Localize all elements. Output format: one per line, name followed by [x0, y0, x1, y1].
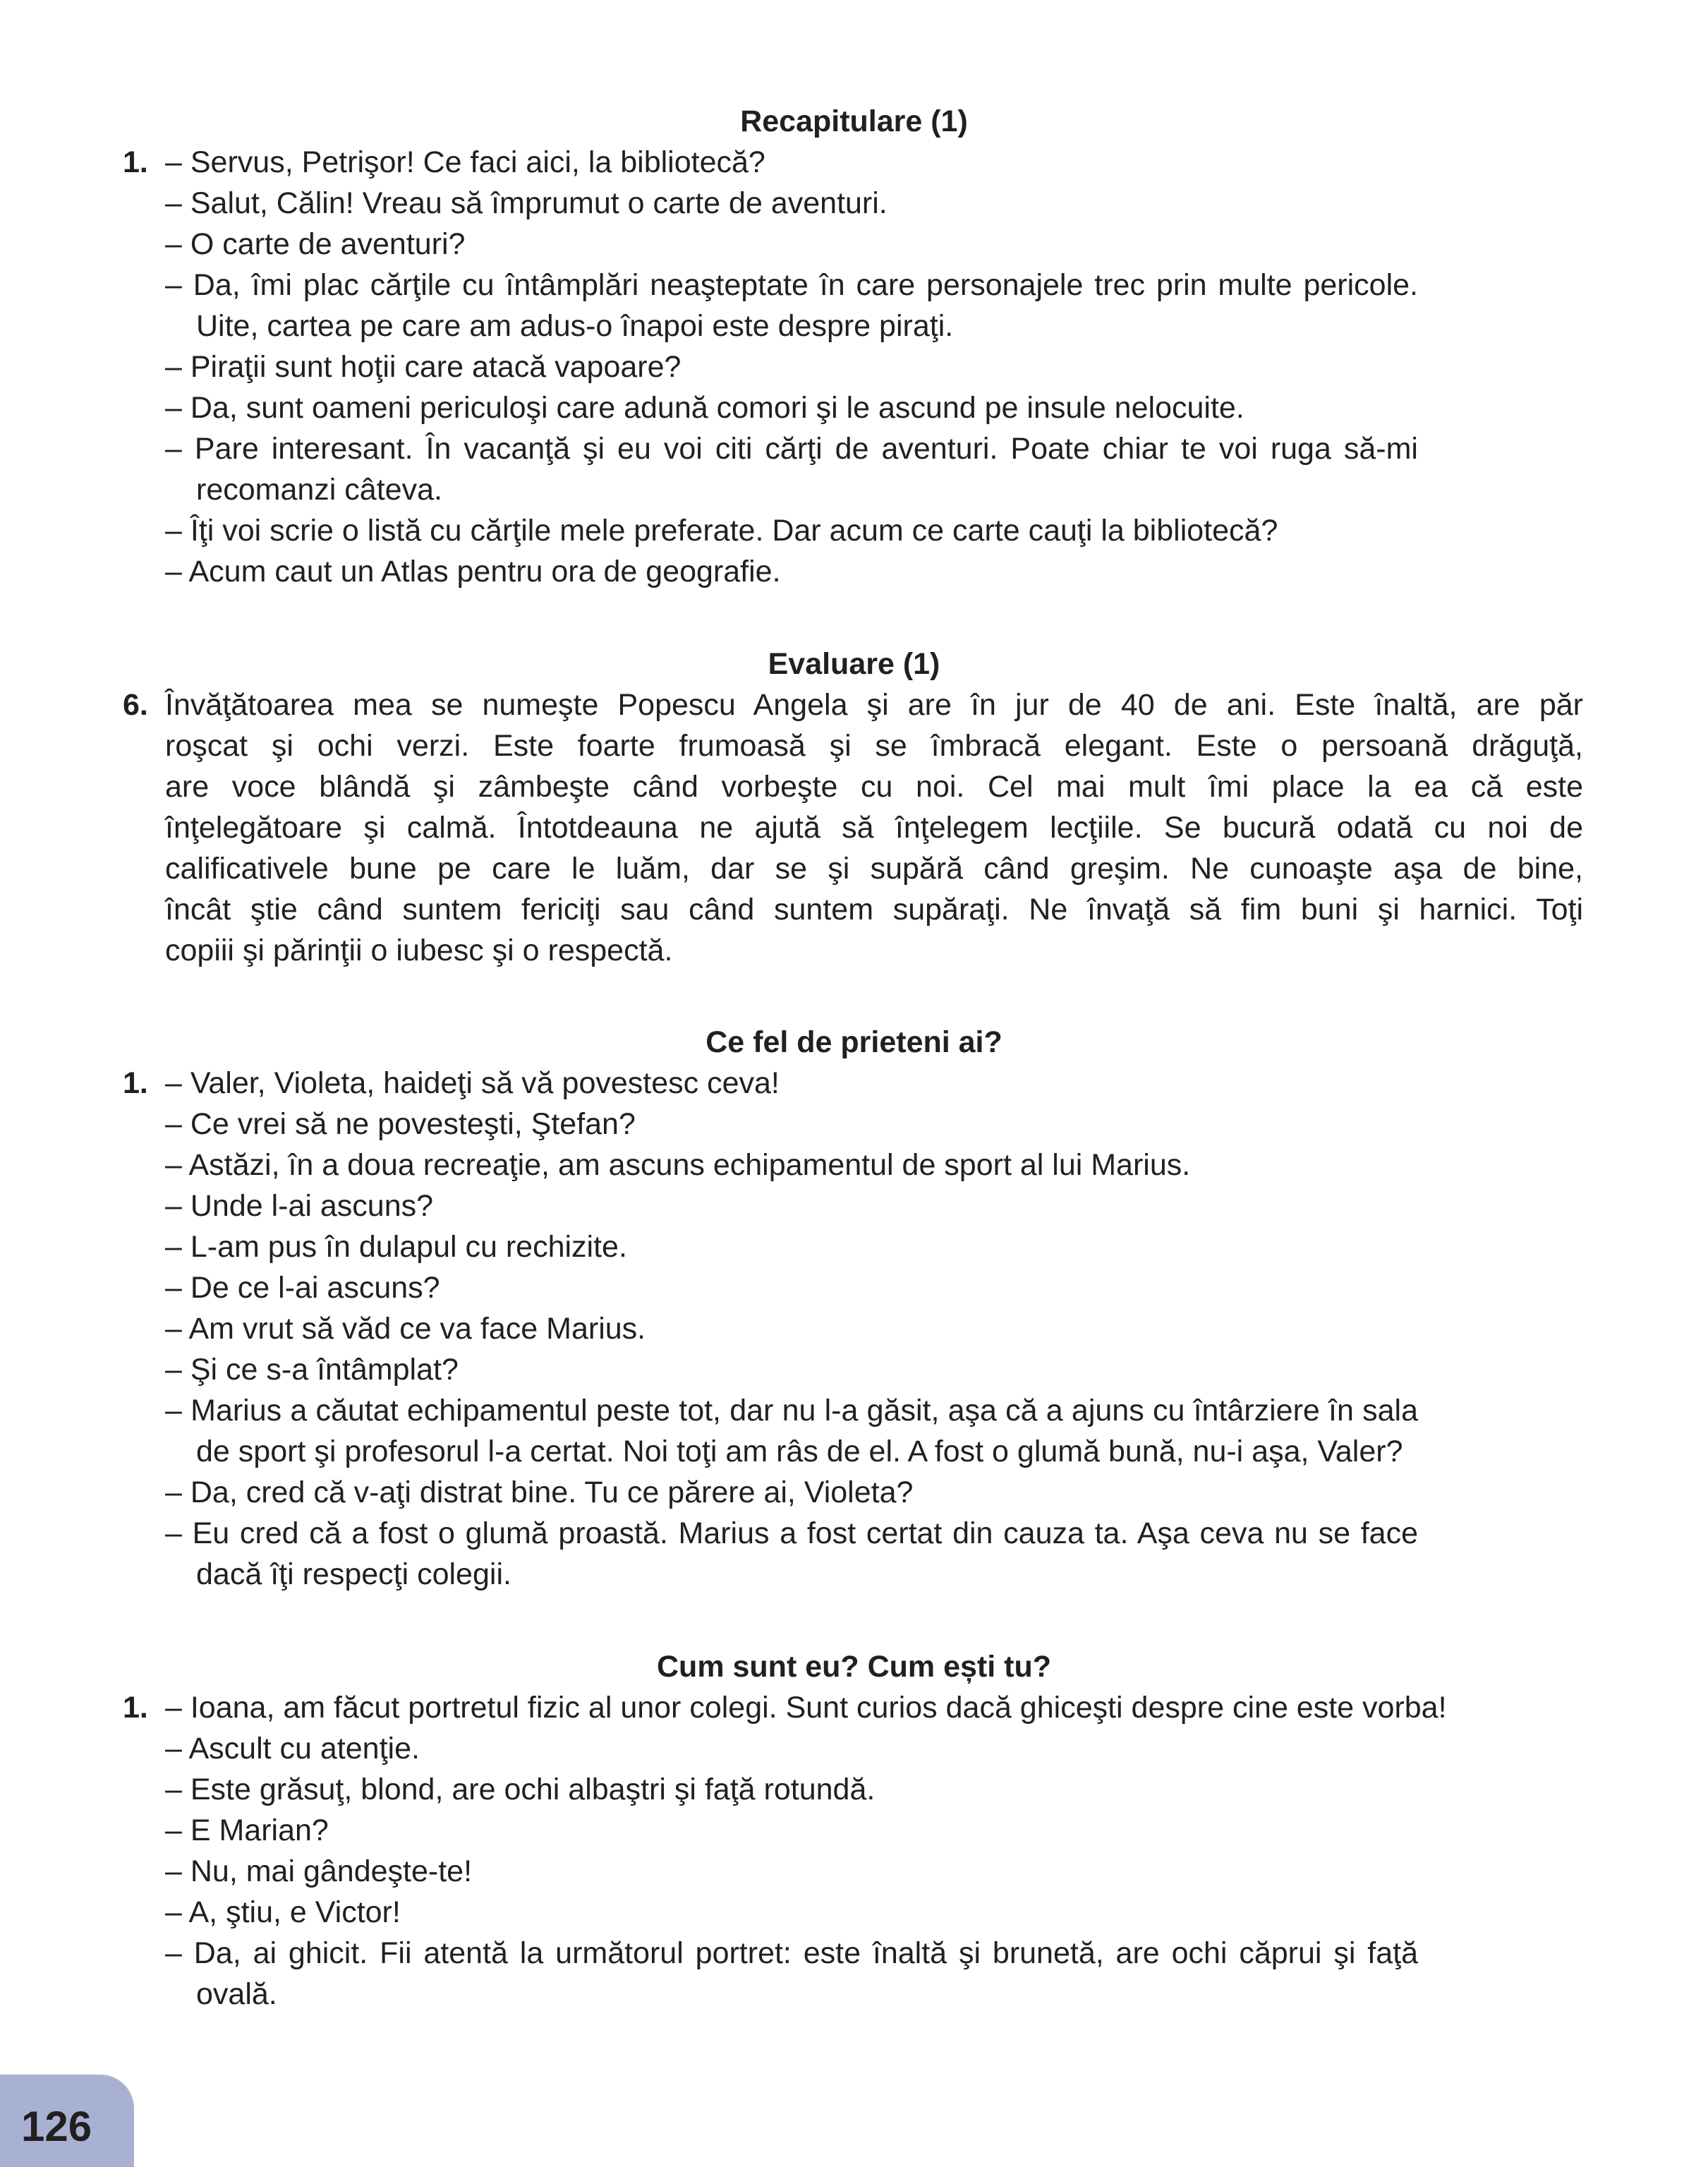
section-heading: Recapitulare (1) — [740, 104, 968, 138]
dialogue-line-continuation: dacă îţi respecţi colegii. — [196, 1557, 511, 1591]
dialogue-line: – Da, ai ghicit. Fii atentă la următorul portret: este înaltă şi brunetă, are ochi căprui şi faţă — [165, 1936, 1418, 1970]
section-prieteni — [0, 1022, 1708, 1595]
dialogue-item — [0, 142, 1708, 592]
dialogue-line: – Da, sunt oameni periculoşi care adună comori şi le ascund pe insule nelocuite. — [165, 391, 1244, 425]
section-evaluare — [0, 644, 1708, 971]
dialogue-line: – Este grăsuţ, blond, are ochi albaştri şi faţă rotundă. — [165, 1773, 876, 1806]
dialogue-line: – Ioana, am făcut portretul fizic al unor colegi. Sunt curios dacă ghiceşti despre cine este vorba! — [165, 1691, 1447, 1725]
dialogue-line: – Am vrut să văd ce va face Marius. — [165, 1312, 646, 1346]
dialogue-line: – Marius a căutat echipamentul peste tot, dar nu l-a găsit, aşa că a ajuns cu întârziere în sala — [165, 1394, 1418, 1427]
dialogue-line-continuation: Uite, cartea pe care am adus-o înapoi este despre piraţi. — [196, 309, 954, 343]
dialogue-line: – Astăzi, în a doua recreaţie, am ascuns echipamentul de sport al lui Marius. — [165, 1148, 1191, 1182]
paragraph-line: are voce blândă şi zâmbeşte când vorbeşte cu noi. Cel mai mult îmi place la ea că este — [165, 770, 1583, 804]
dialogue-line: – Şi ce s-a întâmplat? — [165, 1353, 459, 1387]
dialogue-line: – Ascult cu atenţie. — [165, 1732, 420, 1765]
section-heading: Cum sunt eu? Cum ești tu? — [657, 1650, 1051, 1684]
dialogue-line: – Valer, Violeta, haideţi să vă povestesc ceva! — [165, 1066, 780, 1100]
dialogue-line: – Îţi voi scrie o listă cu cărţile mele preferate. Dar acum ce carte cauţi la bibliotecă? — [165, 514, 1278, 548]
section-heading: Ce fel de prieteni ai? — [705, 1025, 1003, 1059]
dialogue-line: – Da, cred că v-aţi distrat bine. Tu ce părere ai, Violeta? — [165, 1475, 914, 1509]
dialogue-line-continuation: ovală. — [196, 1977, 277, 2011]
dialogue-line: – Salut, Călin! Vreau să împrumut o carte de aventuri. — [165, 186, 888, 220]
dialogue-line: – Pare interesant. În vacanţă şi eu voi citi cărţi de aventuri. Poate chiar te voi ruga să-mi — [165, 432, 1418, 466]
item-number: 6. — [123, 688, 148, 722]
section-heading: Evaluare (1) — [768, 647, 940, 681]
dialogue-line: – De ce l-ai ascuns? — [165, 1271, 440, 1305]
dialogue-line: – Acum caut un Atlas pentru ora de geografie. — [165, 555, 781, 588]
paragraph-item — [0, 684, 1708, 971]
dialogue-item — [0, 1063, 1708, 1595]
dialogue-line: – Ce vrei să ne povesteşti, Ştefan? — [165, 1107, 636, 1141]
paragraph-line: înţelegătoare şi calmă. Întotdeauna ne ajută să înţelegem lecţiile. Se bucură odată cu noi de — [165, 811, 1583, 845]
item-number: 1. — [123, 1691, 148, 1725]
paragraph-line: calificativele bune pe care le luăm, dar se şi supără când greşim. Ne cunoaşte aşa de bine, — [165, 852, 1583, 886]
dialogue-line: – Eu cred că a fost o glumă proastă. Marius a fost certat din cauza ta. Aşa ceva nu se face — [165, 1516, 1418, 1550]
paragraph-line: încât ştie când suntem fericiţi sau când suntem supăraţi. Ne învaţă să fim buni şi harnici. Toţi — [165, 893, 1583, 926]
page-number: 126 — [21, 2103, 92, 2150]
dialogue-line: – Piraţii sunt hoţii care atacă vapoare? — [165, 350, 682, 384]
paragraph-line: roşcat şi ochi verzi. Este foarte frumoasă şi se îmbracă elegant. Este o persoană drăguţă, — [165, 729, 1583, 763]
dialogue-line: – Unde l-ai ascuns? — [165, 1189, 434, 1223]
dialogue-line: – Da, îmi plac cărţile cu întâmplări neaşteptate în care personajele trec prin multe pericole. — [165, 268, 1418, 302]
dialogue-line: – Servus, Petrişor! Ce faci aici, la bibliotecă? — [165, 145, 765, 179]
dialogue-line: – A, ştiu, e Victor! — [165, 1895, 401, 1929]
dialogue-line-continuation: de sport şi profesorul l-a certat. Noi toţi am râs de el. A fost o glumă bună, nu-i aşa, Valer? — [196, 1435, 1403, 1468]
dialogue-item — [0, 1687, 1708, 2015]
paragraph-line: copiii şi părinţii o iubesc şi o respectă. — [165, 934, 673, 967]
dialogue-line: – L-am pus în dulapul cu rechizite. — [165, 1230, 627, 1264]
item-number: 1. — [123, 1066, 148, 1100]
dialogue-line: – Nu, mai gândeşte-te! — [165, 1854, 473, 1888]
section-recapitulare — [0, 101, 1708, 592]
dialogue-line: – E Marian? — [165, 1813, 329, 1847]
section-cum-sunt-eu — [0, 1646, 1708, 2015]
item-number: 1. — [123, 145, 148, 179]
dialogue-line: – O carte de aventuri? — [165, 227, 466, 261]
dialogue-line-continuation: recomanzi câteva. — [196, 473, 442, 507]
paragraph-line: Învăţătoarea mea se numeşte Popescu Angela şi are în jur de 40 de ani. Este înaltă, are păr — [165, 688, 1583, 722]
